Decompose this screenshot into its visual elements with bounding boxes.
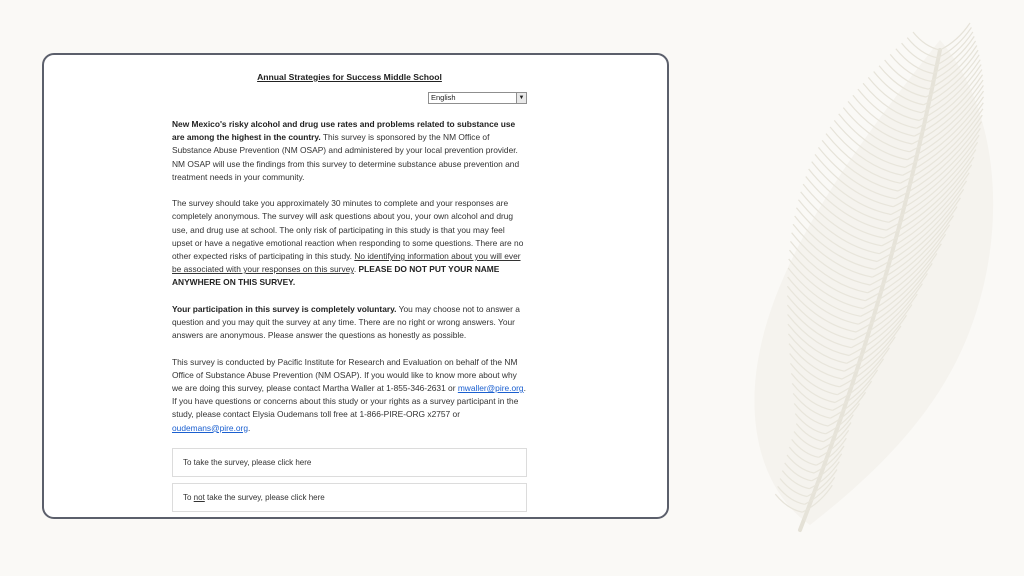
feather-icon — [740, 20, 1010, 540]
duration-paragraph — [172, 197, 527, 289]
decline-prefix: To — [183, 493, 194, 503]
decline-not-word: not — [193, 493, 205, 503]
intro-text: This survey is sponsored by the NM Office of Substance Abuse Prevention (NM OSAP) and administered by your local prevention provider. NM OSAP will use the findings from this survey to determine substance abuse prevention and treatment needs in your community. — [172, 132, 520, 182]
page-title: Annual Strategies for Success Middle School — [257, 72, 442, 82]
take-survey-label: To take the survey, please click here — [183, 458, 312, 468]
contact-text-3: . — [248, 422, 251, 433]
contact-text-1: This survey is conducted by Pacific Institute for Research and Evaluation on behalf of the NM Office of Substance Abuse Prevention (NM OSAP). If you would like to know more about why we are doing this survey, please contact Martha Waller at 1-855-346-2631 or — [172, 356, 518, 394]
duration-text: The survey should take you approximately 30 minutes to complete and your responses are completely anonymous. The survey will ask questions about you, your own alcohol and drug use, and drug use at school. The only risk of participating in this study is that you may feel upset or have a negative emotional reaction when responding to some questions. There are no other expected risks of participating in this study. — [172, 198, 524, 262]
decline-suffix: take the survey, please click here — [204, 493, 325, 503]
decline-survey-button[interactable] — [172, 483, 527, 512]
chevron-down-icon[interactable]: ▼ — [516, 93, 526, 103]
identifying-info-note: No identifying information about you will ever be associated with your responses on this survey — [172, 251, 521, 275]
voluntary-text: You may choose not to answer a question and you may quit the survey at any time. There are no right or wrong answers. Your answers are anonymous. Please answer the questions as honestly as possible. — [172, 303, 520, 341]
survey-content — [172, 71, 527, 512]
email-link-oudemans[interactable]: oudemans@pire.org — [172, 422, 249, 433]
take-survey-button[interactable] — [172, 448, 527, 477]
voluntary-paragraph — [172, 303, 527, 343]
intro-bold: New Mexico's risky alcohol and drug use rates and problems related to substance use are among the highest in the country. — [172, 119, 516, 143]
language-selected-value: English — [431, 93, 456, 102]
voluntary-bold: Your participation in this survey is completely voluntary. — [172, 303, 397, 314]
no-name-warning: PLEASE DO NOT PUT YOUR NAME ANYWHERE ON THIS SURVEY. — [172, 264, 500, 288]
email-link-mwaller[interactable]: mwaller@pire.org — [457, 383, 524, 394]
intro-paragraph — [172, 118, 527, 184]
contact-text-2: . If you have questions or concerns about this study or your rights as a survey participant in the study, please contact Elysia Oudemans toll free at 1-866-PIRE-ORG x2757 or — [172, 383, 526, 420]
duration-tail: . — [353, 264, 359, 275]
survey-window — [42, 53, 669, 519]
language-select[interactable] — [428, 92, 527, 104]
language-row — [172, 92, 527, 110]
contact-paragraph — [172, 356, 527, 435]
